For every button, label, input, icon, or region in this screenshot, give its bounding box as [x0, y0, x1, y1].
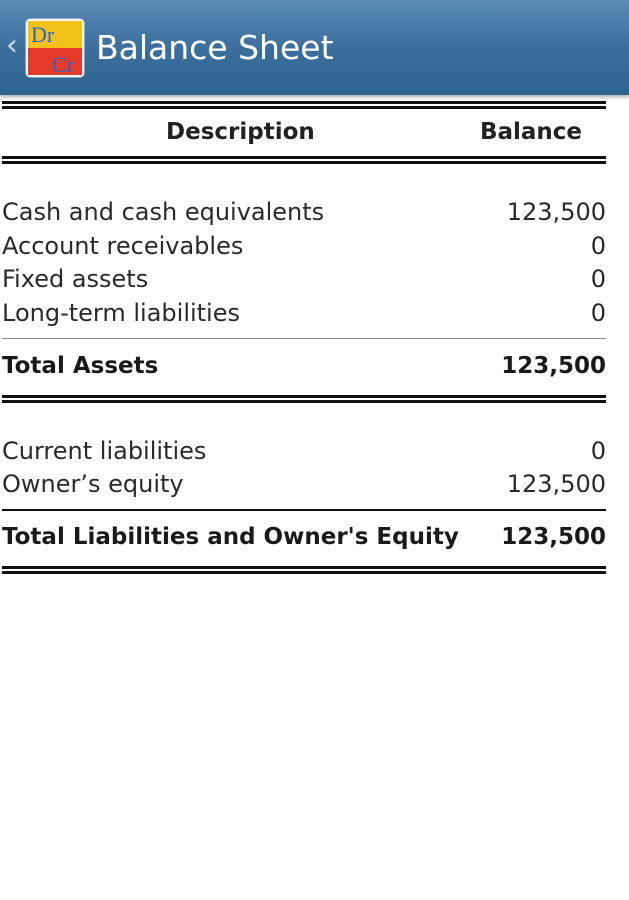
total-assets-value: 123,500: [501, 353, 606, 379]
subtotal-rule: [2, 509, 606, 511]
table-row: [2, 468, 606, 501]
header-top-rule: [2, 101, 606, 109]
row-description: Fixed assets: [2, 265, 149, 293]
header-bottom-rule: [2, 156, 606, 164]
logo-dr-text: Dr: [31, 22, 55, 47]
app-logo-icon[interactable]: [25, 18, 85, 78]
total-liabilities-value: 123,500: [501, 524, 606, 550]
subtotal-rule: [2, 338, 606, 339]
table-row: [2, 263, 606, 296]
table-row: [2, 297, 606, 330]
total-liabilities-label: Total Liabilities and Owner's Equity: [2, 524, 459, 550]
column-header-description: Description: [166, 119, 315, 145]
row-balance: 0: [590, 437, 606, 465]
row-description: Cash and cash equivalents: [2, 198, 325, 226]
total-liabilities-row: [2, 521, 606, 554]
table-row: [2, 230, 606, 263]
total-liabilities-double-rule: [2, 566, 606, 574]
row-balance: 123,500: [506, 470, 606, 498]
action-bar: [0, 0, 629, 95]
page-title: Balance Sheet: [96, 28, 334, 67]
column-header-balance: Balance: [479, 119, 582, 145]
row-balance: 123,500: [506, 198, 606, 226]
row-description: Account receivables: [2, 232, 244, 260]
logo-cr-text: Cr: [52, 52, 74, 77]
total-assets-double-rule: [2, 395, 606, 403]
row-description: Current liabilities: [2, 437, 207, 465]
chevron-left-icon[interactable]: ‹: [6, 28, 18, 63]
table-row: [2, 196, 606, 229]
table-row: [2, 435, 606, 468]
row-description: Owner’s equity: [2, 470, 184, 498]
row-balance: 0: [590, 265, 606, 293]
row-balance: 0: [590, 299, 606, 327]
row-balance: 0: [590, 232, 606, 260]
total-assets-label: Total Assets: [2, 353, 159, 379]
total-assets-row: [2, 350, 606, 383]
row-description: Long-term liabilities: [2, 299, 240, 327]
